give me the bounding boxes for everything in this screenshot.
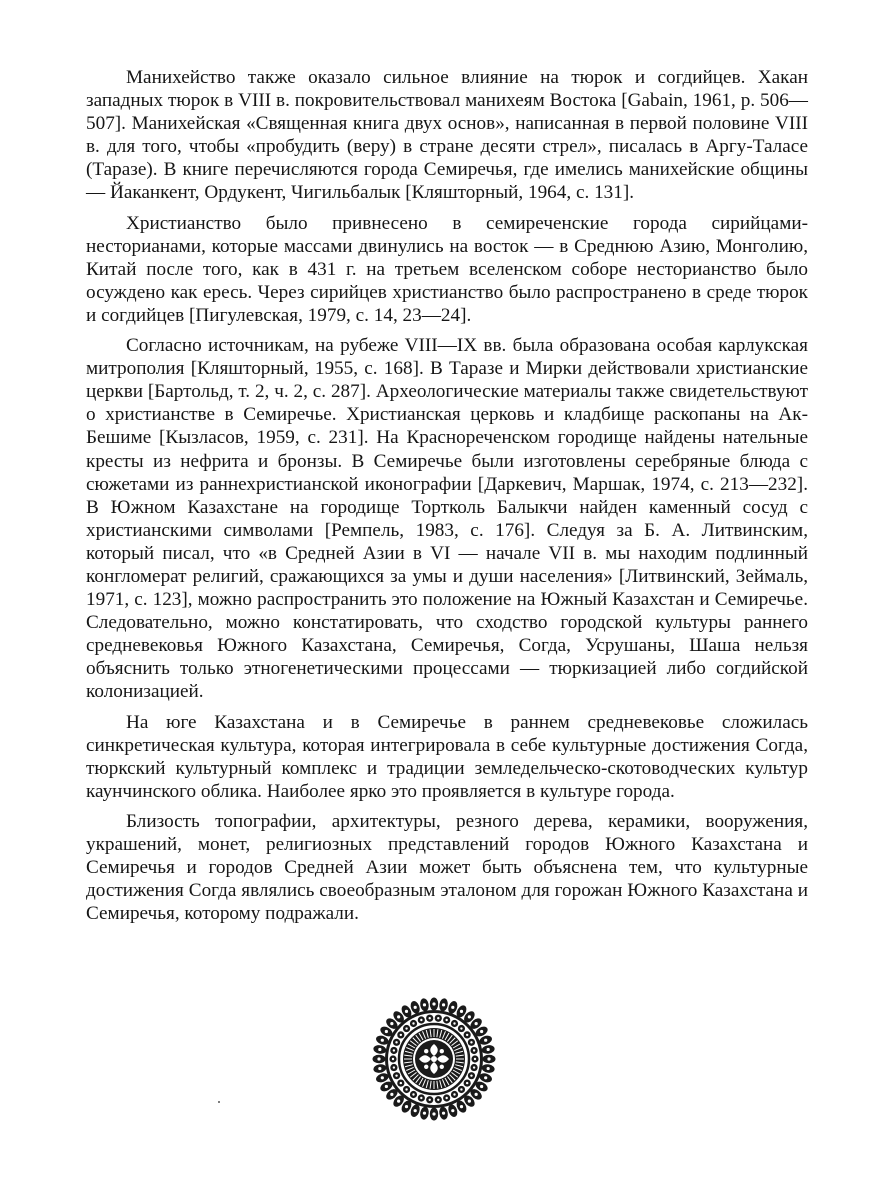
print-speck — [218, 1101, 220, 1103]
paragraph-sogd-influence: Близость топографии, архитектуры, резного дерева, керамики, вооружения, украшений, монет, религиозных представлений городов Южного Казахстана и Семиречья и городов Средней Азии может быть объяснена тем, что культурные достижения Согда являлись своеобразным эталоном для горожан Южного Казахстана и Семиречья, которому подражали. — [86, 810, 808, 925]
paragraph-christianity: Христианство было привнесено в семиреченские города сирийцами-несторианами, которые массами двинулись на восток — в Среднюю Азию, Монголию, Китай после того, как в 431 г. на третьем вселенском соборе несторианство было осуждено как ересь. Через сирийцев христианство было распространено в среде тюрок и согдийцев [Пигулевская, 1979, с. 14, 23—24]. — [86, 212, 808, 326]
paragraph-manichaeism: Манихейство также оказало сильное влияние на тюрок и согдийцев. Хакан западных тюрок в VIII в. покровительствовал манихеям Востока [Gabain, 1961, p. 506—507]. Манихейская «Священная книга двух основ», написанная в первой половине VIII в. для того, чтобы «пробудить (веру) в стране десяти стрел», писалась в Аргу-Таласе (Таразе). В книге перечисляются города Семиречья, где имелись манихейские общины — Йаканкент, Ордукент, Чигильбалык [Кляшторный, 1964, с. 131]. — [86, 67, 808, 204]
paragraph-sources: Согласно источникам, на рубеже VIII—IX вв. была образована особая карлукская митрополия [Кляшторный, 1955, с. 168]. В Таразе и Мирки действовали христианские церкви [Бартольд, т. 2, ч. 2, с. 287]. Археологические материалы также свидетельствуют о христианстве в Семиречье. Христианская церковь и кладбище раскопаны на Ак-Бешиме [Кызласов, 1959, с. 231]. На Краснореченском городище найдены нательные кресты из нефрита и бронзы. В Семиречье были изготовлены серебряные блюда с сюжетами из раннехристианской иконографии [Даркевич, Маршак, 1974, с. 213—232]. В Южном Казахстане на городище Тортколь Балыкчи найден каменный сосуд с христианскими символами [Ремпель, 1983, с. 176]. Следуя за Б. А. Литвинским, который писал, что «в Средней Азии в VI — начале VII в. мы находим подлинный конгломерат религий, сражающихся за умы и души населения» [Литвинский, Зеймаль, 1971, с. 123], можно распространить это положение на Южный Казахстан и Семиречье. Следовательно, можно констатировать, что сходство городской культуры раннего средневековья Южного Казахстана, Семиречья, Согда, Усрушаны, Шаша нельзя объяснить только этногенетическими процессами — тюркизацией либо согдийской колонизацией. — [86, 335, 808, 703]
paragraph-syncretic-culture: На юге Казахстана и в Семиречье в раннем средневековье сложилась синкретическая культура, которая интегрировала в себе культурные достижения Согда, тюркский культурный комплекс и традиции земледельческо-скотоводческих культур каунчинского облика. Наиболее ярко это проявляется в культуре города. — [86, 711, 808, 802]
rosette-ornament-icon — [371, 996, 497, 1122]
body-text — [86, 66, 808, 925]
